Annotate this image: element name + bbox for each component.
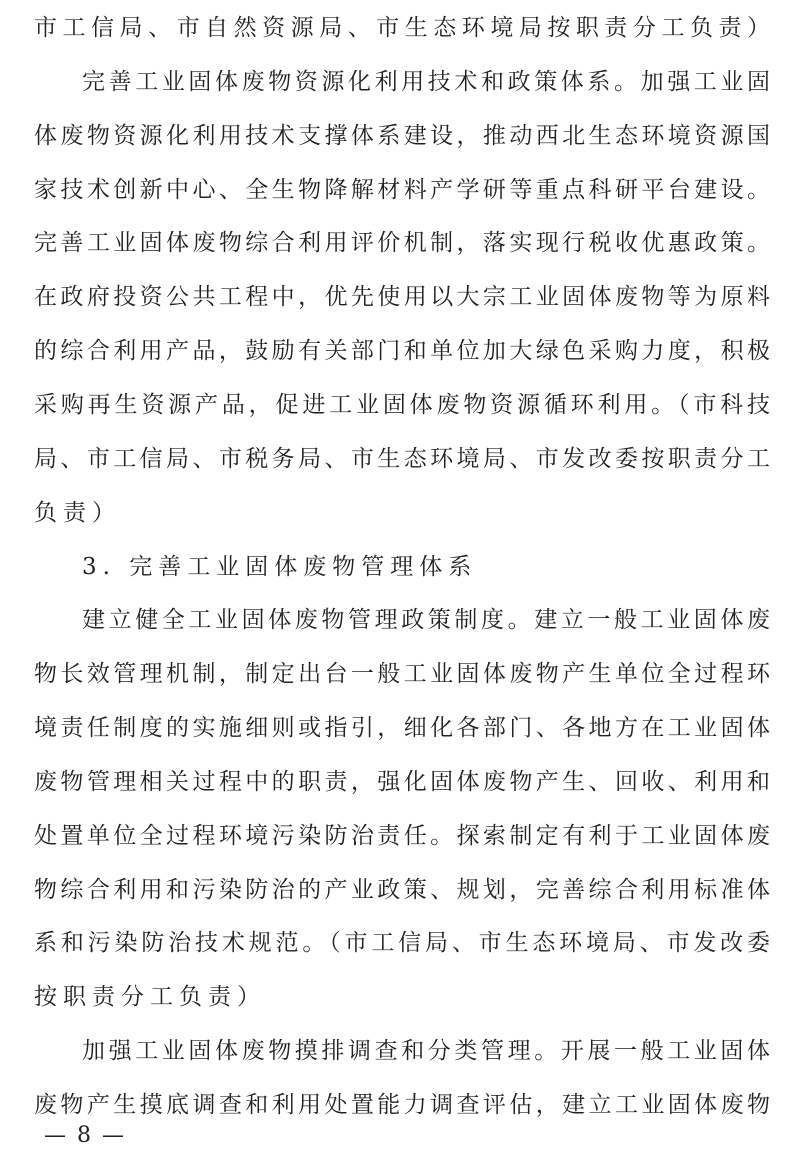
- text-line-12: 建立健全工业固体废物管理政策制度。建立一般工业固体废: [82, 607, 770, 633]
- text-line-5: 完善工业固体废物综合利用评价机制，落实现行税收优惠政策。: [34, 230, 770, 256]
- text-line-16: 处置单位全过程环境污染防治责任。探索制定有利于工业固体废: [34, 823, 770, 849]
- text-line-9: 局、市工信局、市税务局、市生态环境局、市发改委按职责分工: [34, 446, 770, 472]
- text-line-6: 在政府投资公共工程中，优先使用以大宗工业固体废物等为原料: [34, 284, 770, 310]
- text-line-15: 废物管理相关过程中的职责，强化固体废物产生、回收、利用和: [34, 769, 770, 795]
- text-line-8: 采购再生资源产品，促进工业固体废物资源循环利用。（市科技: [34, 392, 770, 418]
- text-line-13: 物长效管理机制，制定出台一般工业固体废物产生单位全过程环: [34, 661, 770, 687]
- text-line-14: 境责任制度的实施细则或指引，细化各部门、各地方在工业固体: [34, 715, 770, 741]
- text-line-19: 按职责分工负责）: [34, 984, 266, 1010]
- text-line-1: 市工信局、市自然资源局、市生态环境局按职责分工负责）: [34, 15, 770, 41]
- text-line-3: 体废物资源化利用技术支撑体系建设，推动西北生态环境资源国: [34, 123, 770, 149]
- text-line-4: 家技术创新中心、全生物降解材料产学研等重点科研平台建设。: [34, 177, 770, 203]
- text-line-2: 完善工业固体废物资源化利用技术和政策体系。加强工业固: [82, 69, 770, 95]
- page-number: — 8 —: [44, 1123, 126, 1148]
- text-line-17: 物综合利用和污染防治的产业政策、规划，完善综合利用标准体: [34, 877, 770, 903]
- section-heading: 3. 完善工业固体废物管理体系: [82, 554, 478, 580]
- text-line-21: 废物产生摸底调查和利用处置能力调查评估，建立工业固体废物: [34, 1092, 770, 1118]
- text-line-20: 加强工业固体废物摸排调查和分类管理。开展一般工业固体: [82, 1038, 770, 1064]
- text-line-18: 系和污染防治技术规范。（市工信局、市生态环境局、市发改委: [34, 930, 770, 956]
- text-line-10: 负责）: [34, 500, 121, 526]
- document-page: [34, 0, 770, 1160]
- text-line-7: 的综合利用产品，鼓励有关部门和单位加大绿色采购力度，积极: [34, 338, 770, 364]
